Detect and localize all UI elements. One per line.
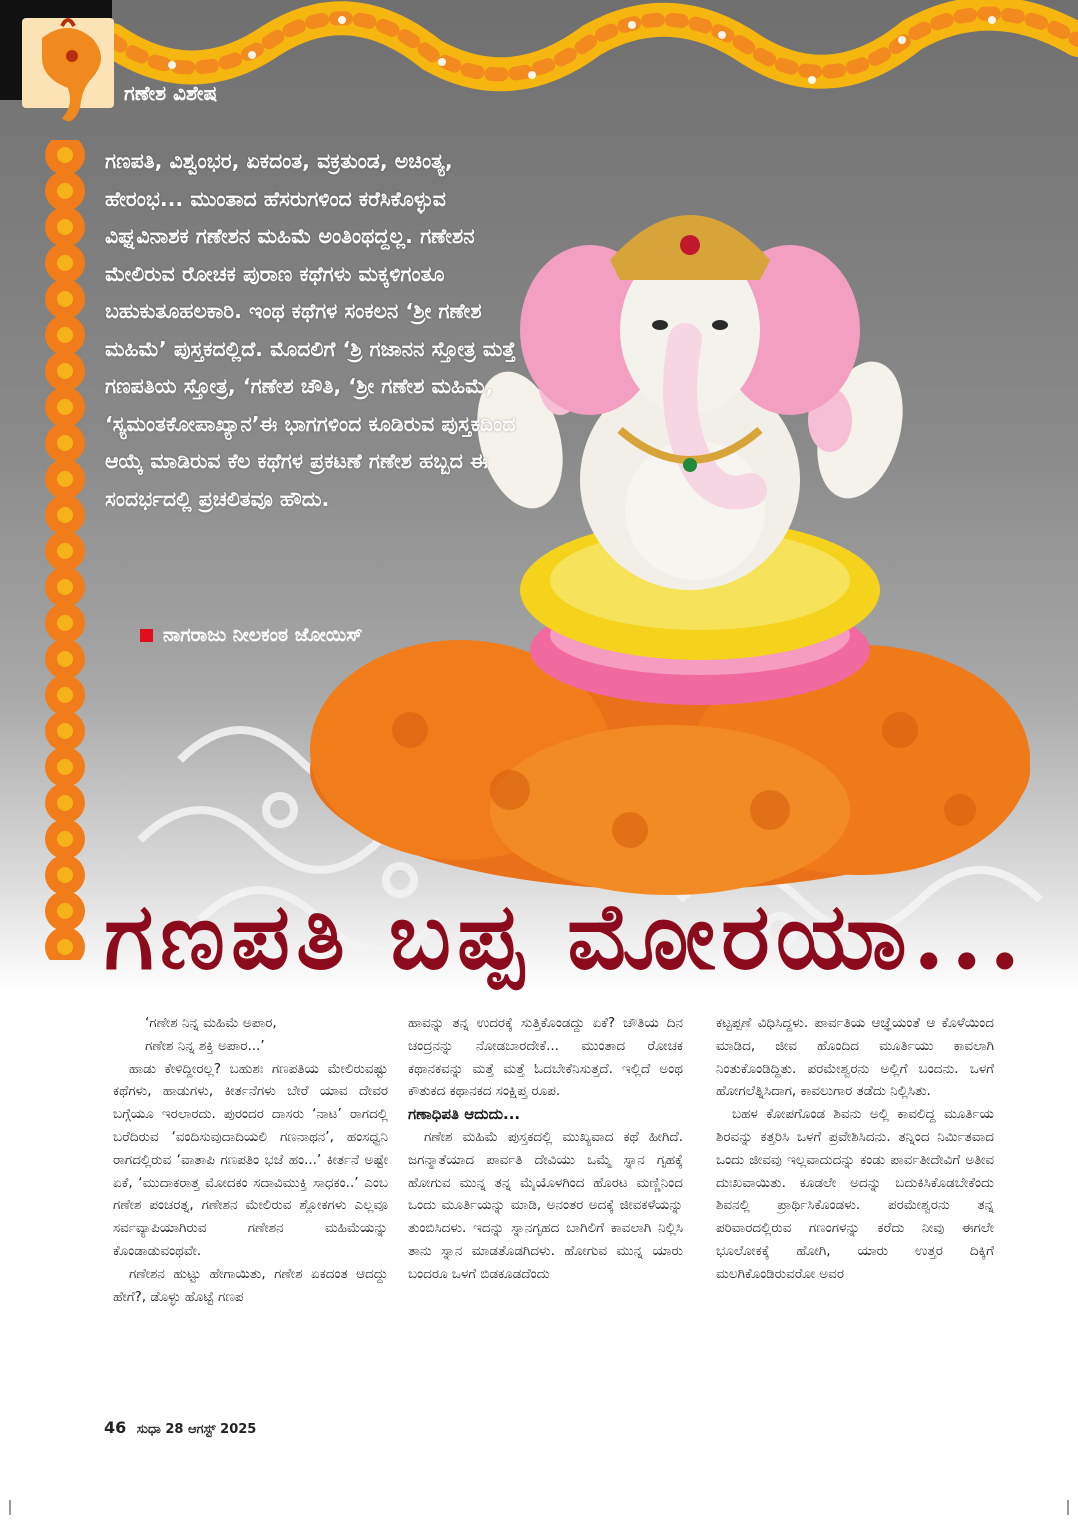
body-paragraph: ಹಾಡು ಕೇಳಿದ್ದೀರಲ್ಲ? ಬಹುಶಃ ಗಣಪತಿಯ ಮೇಲಿರುವಷ್ಟು ಕಥೆಗಳು, ಹಾಡುಗಳು, ಕೀರ್ತನೆಗಳು ಬೇರೆ ಯಾವ ದೇವರ ಬಗ್ಗೆಯೂ ಇರಲಾರದು. ಪುರಂದರ ದಾಸರು ‘ನಾಟ’ ರಾಗದಲ್ಲಿ ಬರೆದಿರುವ ‘ವಂದಿಸುವುದಾದಿಯಲಿ ಗಣನಾಥನ’, ಹಂಸಧ್ವನಿ ರಾಗದಲ್ಲಿರುವ ‘ವಾತಾಪಿ ಗಣಪತಿಂ ಭಜೆ ಹಂ...’ ಕೀರ್ತನೆ ಅಷ್ಟೇ ಏಕೆ, ‘ಮುದಾಕರಾತ್ತ ಮೋದಕಂ ಸದಾವಿಮುಕ್ತಿ ಸಾಧಕಂ..’ ಎಂಬ ಗಣೇಶ ಪಂಚರತ್ನ, ಗಣೇಶನ ಮೇಲಿರುವ ಶ್ಲೋಕಗಳು ಎಲ್ಲವೂ ಸರ್ವವ್ಯಾಪಿಯಾಗಿರುವ ಗಣೇಶನ ಮಹಿಮೆಯನ್ನು ಕೊಂಡಾಡುವಂಥವೇ. <box>113 1060 388 1259</box>
ganesha-logo-icon <box>22 18 114 128</box>
body-paragraph: ಗಣೇಶನ ಹುಟ್ಟು ಹೇಗಾಯಿತು, ಗಣೇಶ ಏಕದಂತ ಆದದ್ದು ಹೇಗೆ?, ಡೊಳ್ಳು ಹೊಟ್ಟೆ ಗಣಪ <box>113 1265 388 1305</box>
marigold-center <box>57 471 73 487</box>
marigold-center <box>57 435 73 451</box>
quote-line-2: ಗಣೇಶ ನಿನ್ನ ಶಕ್ತಿ ಅಪಾರ...’ <box>145 1037 265 1054</box>
article-headline: ಗಣಪತಿ ಬಪ್ಪ ಮೋರಯಾ... <box>104 882 1027 990</box>
marigold-center <box>57 939 73 955</box>
marigold-center <box>57 795 73 811</box>
marigold-center <box>57 255 73 271</box>
body-paragraph: ಗಣೇಶ ಮಹಿಮೆ ಪುಸ್ತಕದಲ್ಲಿ ಮುಖ್ಯವಾದ ಕಥೆ ಹೀಗಿದೆ. ಜಗನ್ಮಾತೆಯಾದ ಪಾರ್ವತಿ ದೇವಿಯು ಒಮ್ಮೆ ಸ್ನಾನ ಗೃಹಕ್ಕೆ ಹೋಗುವ ಮುನ್ನ ತನ್ನ ಮೈಯೊಳಗಿಂದ ಹೊರಟ ಮಣ್ಣಿನಿಂದ ಒಂದು ಮೂರ್ತಿಯನ್ನು ಮಾಡಿ, ಅನಂತರ ಅದಕ್ಕೆ ಜೀವಕಳೆಯನ್ನು ತುಂಬಿಸಿದಳು. ಇದನ್ನು ಸ್ನಾನಗೃಹದ ಬಾಗಿಲಿಗೆ ಕಾವಲಾಗಿ ನಿಲ್ಲಿಸಿ ತಾನು ಸ್ನಾನ ಮಾಡತೊಡಗಿದಳು. ಹೋಗುವ ಮುನ್ನ ಯಾರು ಬಂದರೂ ಒಳಗೆ ಬಿಡಕೂಡದೆಂದು <box>408 1128 683 1282</box>
section-tag: ಗಣೇಶ ವಿಶೇಷ <box>124 81 218 105</box>
body-paragraph: ಕಟ್ಟಪ್ಪಣೆ ವಿಧಿಸಿದ್ದಳು. ಪಾರ್ವತಿಯ ಆಜ್ಞೆಯಂತೆ ಆ ಕೊಳೆಯಿಂದ ಮಾಡಿದ, ಜೀವ ಹೊಂದಿದ ಮೂರ್ತಿಯು ಕಾವಲಾಗಿ ನಿಂತುಕೊಂಡಿದ್ದಿತು. ಪರಮೇಶ್ವರನು ಅಲ್ಲಿಗೆ ಬಂದನು. ಒಳಗೆ ಹೋಗಲೆತ್ನಿಸಿದಾಗ, ಕಾವಲುಗಾರ ತಡೆದು ನಿಲ್ಲಿಸಿತು. <box>716 1015 994 1100</box>
marigold-center <box>57 867 73 883</box>
byline <box>140 624 363 646</box>
article-column-3 <box>716 1012 994 1286</box>
subheading: ಗಣಾಧಿಪತಿ ಆದುದು... <box>408 1105 521 1124</box>
marigold-center <box>57 183 73 199</box>
marigold-center <box>57 759 73 775</box>
page-number: 46 <box>104 1418 127 1437</box>
marigold-center <box>57 831 73 847</box>
page-footer <box>104 1418 256 1437</box>
crop-marks <box>0 1490 1078 1525</box>
marigold-center <box>57 579 73 595</box>
quote-line-1: ‘ಗಣೇಶ ನಿನ್ನ ಮಹಿಮೆ ಅಪಾರ, <box>145 1015 277 1031</box>
marigold-center <box>57 147 73 163</box>
marigold-center <box>57 687 73 703</box>
body-paragraph: ಹಾವನ್ನು ತನ್ನ ಉದರಕ್ಕೆ ಸುತ್ತಿಕೊಂಡದ್ದು ಏಕೆ? ಚೌತಿಯ ದಿನ ಚಂದ್ರನನ್ನು ನೋಡಬಾರದೇಕೆ... ಮುಂತಾದ ರೋಚಕ ಕಥಾನಕವನ್ನು ಮತ್ತೆ ಮತ್ತೆ ಓದಬೇಕೆನಿಸುತ್ತದೆ. ಇಲ್ಲಿದೆ ಅಂಥ ಕೌತುಕದ ಕಥಾನಕದ ಸಂಕ್ಷಿಪ್ತ ರೂಪ. <box>408 1015 683 1100</box>
author-name: ನಾಗರಾಜು ನೀಲಕಂಠ ಜೋಯಿಸ್ <box>163 624 363 646</box>
marigold-center <box>57 363 73 379</box>
marigold-center <box>57 291 73 307</box>
article-column-2 <box>408 1012 683 1286</box>
marigold-center <box>57 399 73 415</box>
marigold-center <box>57 903 73 919</box>
marigold-garland-top <box>112 0 1078 110</box>
marigold-center <box>57 507 73 523</box>
marigold-center <box>57 543 73 559</box>
article-column-1 <box>113 1012 388 1308</box>
marigold-center <box>57 219 73 235</box>
body-paragraph: ಬಹಳ ಕೋಪಗೊಂಡ ಶಿವನು ಅಲ್ಲಿ ಕಾವಲಿದ್ದ ಮೂರ್ತಿಯ ಶಿರವನ್ನು ಕತ್ತರಿಸಿ ಒಳಗೆ ಪ್ರವೇಶಿಸಿದನು. ತನ್ನಿಂದ ನಿರ್ಮಿತವಾದ ಒಂದು ಜೀವವು ಇಲ್ಲವಾದುದನ್ನು ಕಂಡು ಪಾರ್ವತೀದೇವಿಗೆ ಅತೀವ ದುಃಖವಾಯಿತು. ಕೂಡಲೇ ಅದನ್ನು ಬದುಕಿಸಿಕೊಡಬೇಕೆಂದು ಶಿವನಲ್ಲಿ ಪ್ರಾರ್ಥಿಸಿಕೊಂಡಳು. ಪರಮೇಶ್ವರನು ತನ್ನ ಪರಿವಾರದಲ್ಲಿರುವ ಗಣಂಗಳನ್ನು ಕರೆದು ನೀವು ಈಗಲೇ ಭೂಲೋಕಕ್ಕೆ ಹೋಗಿ, ಯಾರು ಉತ್ತರ ದಿಕ್ಕಿಗೆ ಮಲಗಿಕೊಂಡಿರುವರೋ ಅವರ <box>716 1106 994 1282</box>
byline-marker-icon <box>140 629 153 642</box>
marigold-center <box>57 651 73 667</box>
intro-paragraph: ಗಣಪತಿ, ವಿಶ್ವಂಭರ, ಏಕದಂತ, ವಕ್ರತುಂಡ, ಅಚಿಂತ್ಯ, ಹೇರಂಭ... ಮುಂತಾದ ಹೆಸರುಗಳಿಂದ ಕರೆಸಿಕೊಳ್ಳುವ ವಿಘ್ನವಿನಾಶಕ ಗಣೇಶನ ಮಹಿಮೆ ಅಂತಿಂಥದ್ದಲ್ಲ. ಗಣೇಶನ ಮೇಲಿರುವ ರೋಚಕ ಪುರಾಣ ಕಥೆಗಳು ಮಕ್ಕಳಿಗಂತೂ ಬಹುಕುತೂಹಲಕಾರಿ. ಇಂಥ ಕಥೆಗಳ ಸಂಕಲನ ‘ಶ್ರೀ ಗಣೇಶ ಮಹಿಮೆ’ ಪುಸ್ತಕದಲ್ಲಿದೆ. ಮೊದಲಿಗೆ ‘ಶ್ರಿ ಗಜಾನನ ಸ್ತೋತ್ರ ಮತ್ತೆ ಗಣಪತಿಯ ಸ್ತೋತ್ರ, ‘ಗಣೇಶ ಚೌತಿ, ‘ಶ್ರೀ ಗಣೇಶ ಮಹಿಮೆ, ‘ಸ್ಯಮಂತಕೋಪಾಖ್ಯಾನ’ಈ ಭಾಗಗಳಿಂದ ಕೂಡಿರುವ ಪುಸ್ತಕದಿಂದ ಆಯ್ಕೆ ಮಾಡಿರುವ ಕೆಲ ಕಥೆಗಳ ಪ್ರಕಟಣೆ ಗಣೇಶ ಹಬ್ಬದ ಈ ಸಂದರ್ಭದಲ್ಲಿ ಪ್ರಚಲಿತವೂ ಹೌದು. <box>105 149 516 511</box>
ganesha-logo <box>22 18 114 108</box>
publication-date: ಸುಧಾ 28 ಆಗಸ್ಟ್ 2025 <box>136 1422 257 1437</box>
marigold-center <box>57 615 73 631</box>
marigold-center <box>57 327 73 343</box>
marigold-center <box>57 723 73 739</box>
